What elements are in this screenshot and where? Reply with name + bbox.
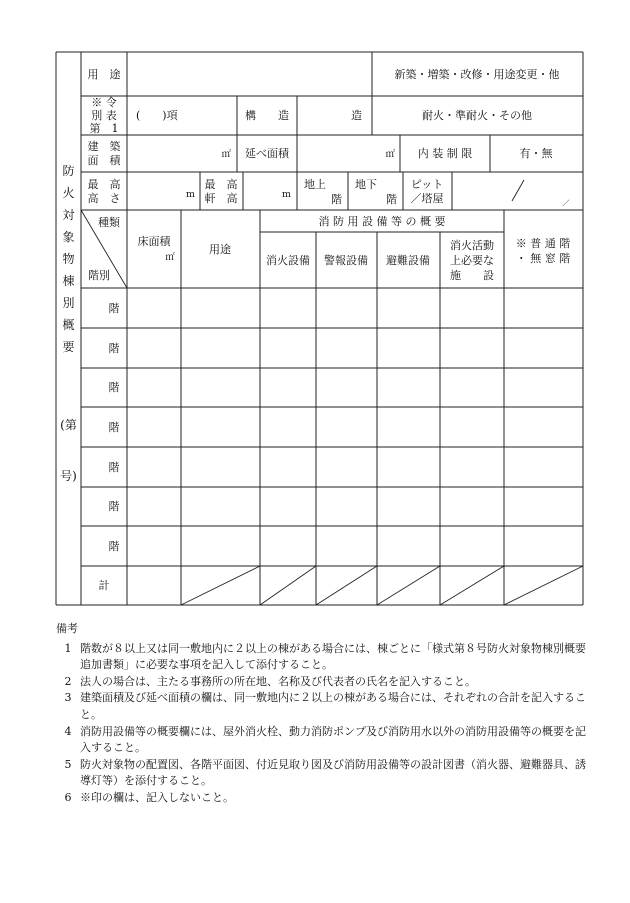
structure-suffix: 造 xyxy=(351,109,362,122)
building-area-label-line: 面 積 xyxy=(87,154,121,167)
side-title-char: 対 xyxy=(62,208,75,222)
pit-slash xyxy=(512,180,524,201)
floor-row-label: 階 xyxy=(108,500,120,513)
alarm-column-label: 警報設備 xyxy=(324,254,368,267)
floor-label: 階別 xyxy=(88,269,110,282)
remark-text: 防火対象物の配置図、各階平面図、付近見取り図及び消防用設備等の設計図書（消火器、避難器具、誘導灯等）を添付すること。 xyxy=(80,757,586,788)
evacuation-column-label: 避難設備 xyxy=(386,254,430,267)
max-height-label-line: 最 高 xyxy=(87,178,121,191)
side-title-char: 象 xyxy=(62,230,75,244)
remark-number: 3 xyxy=(64,691,72,705)
pit-penthouse-label-line: ／塔屋 xyxy=(410,192,444,205)
firefighting-facility-label-line: 消火活動 xyxy=(450,239,494,252)
pit-slash-label: ／ xyxy=(562,199,570,207)
remark-number: 4 xyxy=(64,724,72,738)
floor-row-label: 階 xyxy=(108,302,120,315)
form-number-open: (第 xyxy=(60,418,77,432)
remark-item xyxy=(56,790,596,807)
class-label-line: ※ 令 xyxy=(91,96,117,109)
table-grid xyxy=(56,52,583,605)
remark-text: ※印の欄は、記入しないこと。 xyxy=(80,790,234,804)
floor-row-label: 階 xyxy=(108,461,120,474)
side-title-char: 概 xyxy=(62,318,75,332)
total-use-diagonal xyxy=(181,566,260,605)
remark-item xyxy=(56,690,596,723)
purpose-options: 新築・増築・改修・用途変更・他 xyxy=(394,68,560,81)
remark-number: 1 xyxy=(64,641,72,655)
floor-row-label: 階 xyxy=(108,381,120,394)
total-facility-diagonal xyxy=(440,566,504,605)
floor-row-label: 階 xyxy=(108,342,120,355)
remark-number: 2 xyxy=(64,674,72,688)
interior-restriction-options: 有・無 xyxy=(519,147,553,160)
above-ground-label: 地上 xyxy=(304,178,326,191)
item-number-field: ( )項 xyxy=(136,109,178,122)
kind-label: 種類 xyxy=(98,216,120,229)
above-ground-floor-suffix: 階 xyxy=(331,193,342,206)
side-title-char: 別 xyxy=(62,296,75,310)
total-note-diagonal xyxy=(504,566,583,605)
fire-extinguishing-column-label: 消火設備 xyxy=(266,254,310,267)
total-evac-diagonal xyxy=(377,566,440,605)
structure-label: 構 造 xyxy=(245,109,289,122)
floor-row-label: 階 xyxy=(108,421,120,434)
max-height-unit: m xyxy=(185,189,195,200)
total-fire-diagonal xyxy=(260,566,316,605)
purpose-label: 用 途 xyxy=(87,68,121,81)
floor-area-unit: ㎡ xyxy=(165,252,175,263)
remarks-title: 備考 xyxy=(56,622,78,635)
remark-item xyxy=(56,674,596,691)
remark-text: 消防用設備等の概要欄には、屋外消火栓、動力消防ポンプ及び消防用水以外の消防用設備等の概要を記入すること。 xyxy=(80,724,586,755)
total-floor-area-label: 延べ面積 xyxy=(245,147,289,160)
firefighting-facility-label-line: 施 設 xyxy=(450,269,494,282)
remark-text: 建築面積及び延べ面積の欄は、同一敷地内に２以上の棟がある場合には、それぞれの合計を記入すること。 xyxy=(80,691,586,721)
total-row-label: 計 xyxy=(98,579,110,592)
total-alarm-diagonal xyxy=(316,566,377,605)
remark-text: 階数が８以上又は同一敷地内に２以上の棟がある場合には、棟ごとに「様式第８号防火対象物棟別概要追加書類」に必要な事項を記入して添付すること。 xyxy=(80,641,586,672)
class-label-line: 別 表 xyxy=(91,109,117,122)
use-column-label: 用途 xyxy=(209,243,231,256)
building-area-label-line: 建 築 xyxy=(87,140,121,153)
side-title-char: 物 xyxy=(62,252,75,266)
remark-number: 5 xyxy=(64,757,72,771)
eaves-height-label-line: 最 高 xyxy=(204,178,238,191)
window-type-note-line: ・ 無 窓 階 xyxy=(515,252,571,265)
remark-item xyxy=(56,757,596,790)
remark-item xyxy=(56,641,596,674)
remark-item xyxy=(56,724,596,757)
side-title-char: 火 xyxy=(62,186,75,200)
firefighting-facility-label-line: 上必要な xyxy=(450,254,494,267)
equipment-overview-title: 消 防 用 設 備 等 の 概 要 xyxy=(318,215,446,228)
window-type-note-line: ※ 普 通 階 xyxy=(515,237,571,250)
floor-area-label: 床面積 xyxy=(137,235,171,248)
below-ground-label: 地下 xyxy=(355,178,377,191)
form-number-close: 号) xyxy=(60,469,77,483)
pit-penthouse-label-line: ピット xyxy=(410,178,444,191)
max-height-label-line: 高 さ xyxy=(87,192,121,205)
class-label-line: 第 1 xyxy=(89,122,119,135)
interior-restriction-label: 内 装 制 限 xyxy=(417,147,473,160)
remarks-section xyxy=(56,621,596,807)
eaves-height-label-line: 軒 高 xyxy=(204,192,238,205)
below-ground-floor-suffix: 階 xyxy=(386,193,397,206)
eaves-height-unit: m xyxy=(281,189,291,200)
remark-number: 6 xyxy=(64,790,72,804)
fireproof-options: 耐火・準耐火・その他 xyxy=(422,109,532,122)
side-title xyxy=(60,164,77,483)
side-title-char: 要 xyxy=(62,340,75,354)
side-title-char: 防 xyxy=(62,164,75,178)
remark-text: 法人の場合は、主たる事務所の所在地、名称及び代表者の氏名を記入すること。 xyxy=(80,674,476,688)
side-title-char: 棟 xyxy=(62,274,75,288)
total-floor-area-unit: ㎡ xyxy=(385,149,395,160)
building-area-unit: ㎡ xyxy=(221,149,231,160)
floor-row-label: 階 xyxy=(108,540,120,553)
